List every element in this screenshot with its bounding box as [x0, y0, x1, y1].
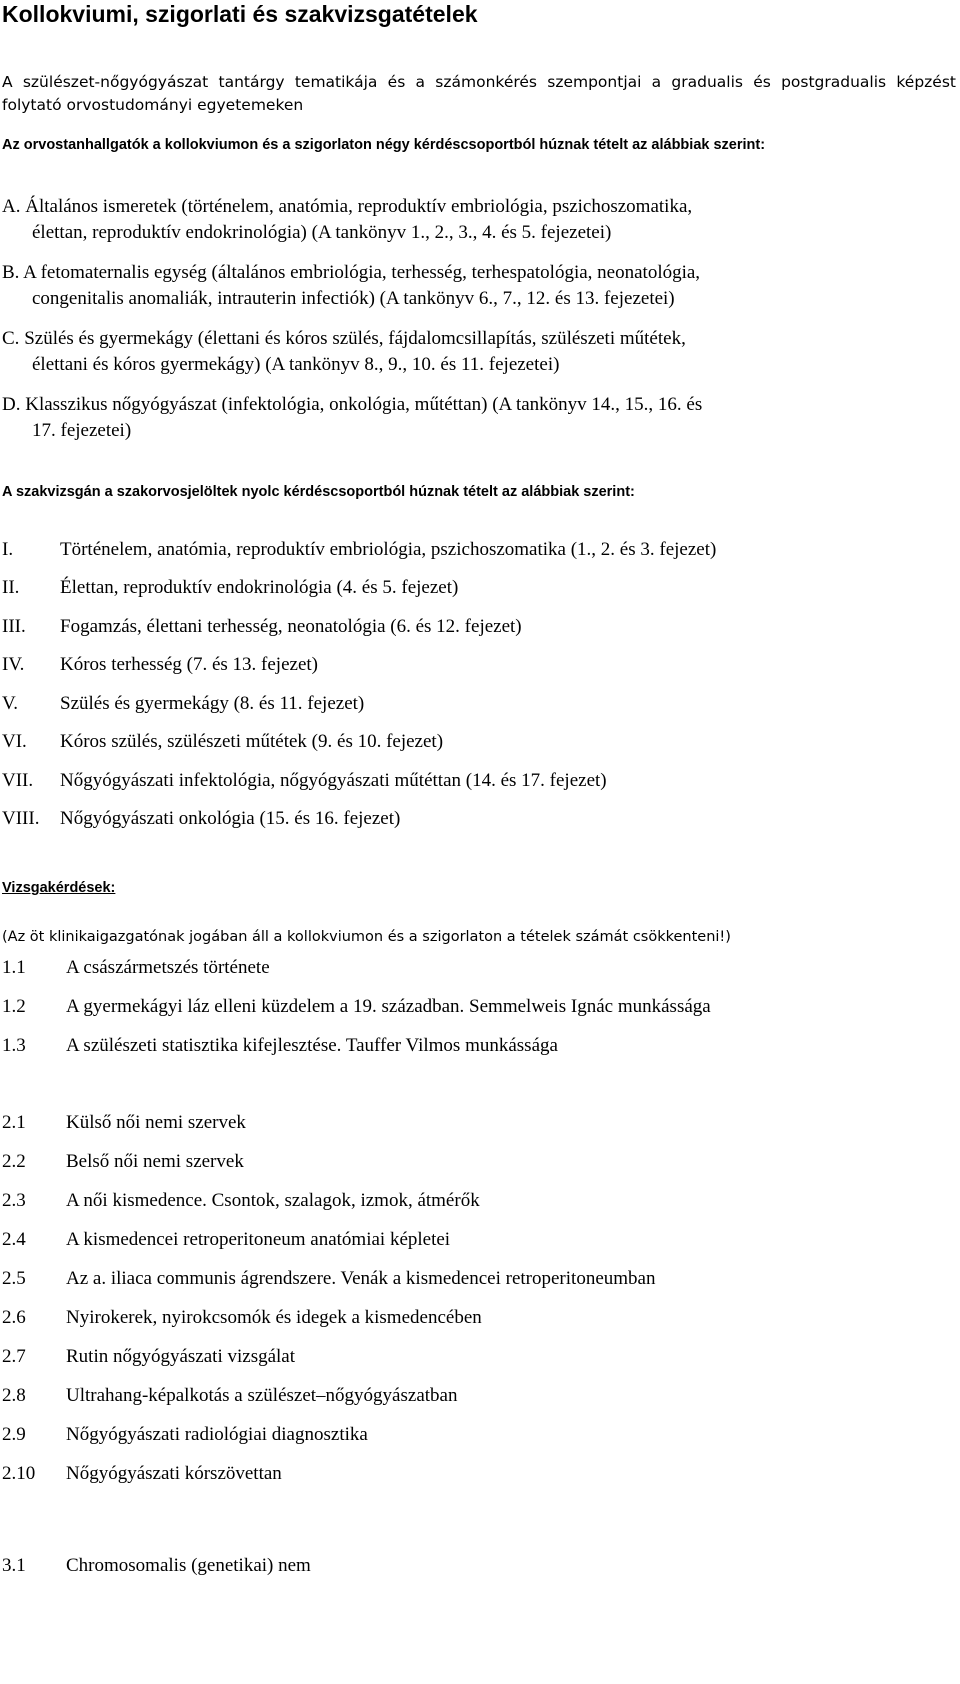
question-text: A női kismedence. Csontok, szalagok, izmok, átmérők [66, 1190, 480, 1211]
group-a [2, 194, 956, 246]
question-row [2, 1553, 311, 1579]
szakvizsga-heading: A szakvizsgán a szakorvosjelöltek nyolc kérdéscsoportból húznak tételt az alábbiak szerint: [2, 484, 635, 500]
list-item [2, 806, 400, 832]
question-number: 2.10 [2, 1463, 36, 1484]
question-row [2, 1422, 368, 1448]
item-text: Kóros szülés, szülészeti műtétek (9. és 10. fejezet) [60, 731, 444, 752]
group-c [2, 326, 956, 378]
item-text: Nőgyógyászati infektológia, nőgyógyászati műtéttan (14. és 17. fejezet) [60, 770, 607, 791]
item-number: IV. [2, 654, 25, 675]
question-row [2, 1227, 450, 1253]
question-text: A császármetszés története [66, 957, 270, 978]
question-text: Nőgyógyászati kórszövettan [66, 1463, 282, 1484]
item-text: Kóros terhesség (7. és 13. fejezet) [60, 654, 318, 675]
group-letter: C. [2, 328, 20, 349]
group-letter: A. [2, 196, 21, 217]
question-row [2, 1461, 282, 1487]
question-text: Rutin nőgyógyászati vizsgálat [66, 1346, 296, 1367]
group-text-line2: congenitalis anomaliák, intrauterin infectiók) (A tankönyv 6., 7., 12. és 13. fejezetei) [32, 288, 675, 309]
question-number: 2.4 [2, 1229, 26, 1250]
question-row [2, 1033, 558, 1059]
group-text-line2: 17. fejezetei) [32, 420, 132, 441]
question-text: Ultrahang-képalkotás a szülészet–nőgyógyászatban [66, 1385, 458, 1406]
item-number: I. [2, 539, 14, 560]
question-row [2, 1305, 482, 1331]
question-number: 3.1 [2, 1555, 26, 1576]
question-number: 2.7 [2, 1346, 26, 1367]
question-text: Nyirokerek, nyirokcsomók és idegek a kismedencében [66, 1307, 482, 1328]
list-item [2, 575, 458, 601]
item-number: VI. [2, 731, 27, 752]
question-number: 2.6 [2, 1307, 26, 1328]
question-row [2, 1383, 457, 1409]
question-number: 2.3 [2, 1190, 26, 1211]
group-text-line1: Általános ismeretek (történelem, anatómia, reproduktív embriológia, pszichoszomatika, [25, 196, 693, 217]
question-row [2, 1110, 246, 1136]
question-text: Külső női nemi szervek [66, 1112, 246, 1133]
item-text: Történelem, anatómia, reproduktív embriológia, pszichoszomatika (1., 2. és 3. fejezet) [60, 539, 717, 560]
item-number: V. [2, 693, 19, 714]
note-text: (Az öt klinikaigazgatónak jogában áll a kollokviumon és a szigorlaton a tételek számát csökkenteni!) [2, 929, 731, 945]
item-number: III. [2, 616, 26, 637]
question-number: 2.2 [2, 1151, 26, 1172]
question-row [2, 994, 711, 1020]
question-text: A kismedencei retroperitoneum anatómiai képletei [66, 1229, 451, 1250]
question-text: Belső női nemi szervek [66, 1151, 244, 1172]
item-text: Szülés és gyermekágy (8. és 11. fejezet) [60, 693, 365, 714]
intro-paragraph: A szülészet-nőgyógyászat tantárgy tematikája és a számonkérés szempontjai a gradualis és postgradualis képzést folytató orvostudományi egyetemeken [2, 73, 956, 114]
group-text-line1: A fetomaternalis egység (általános embriológia, terhesség, terhespatológia, neonatológia, [23, 262, 701, 283]
page-title: Kollokviumi, szigorlati és szakvizsgatételek [2, 1, 478, 27]
question-number: 2.5 [2, 1268, 26, 1289]
question-row [2, 1149, 244, 1175]
question-text: Nőgyógyászati radiológiai diagnosztika [66, 1424, 368, 1445]
question-text: Az a. iliaca communis ágrendszere. Venák a kismedencei retroperitoneumban [66, 1268, 656, 1289]
item-number: VIII. [2, 808, 40, 829]
group-text-line1: Klasszikus nőgyógyászat (infektológia, onkológia, műtéttan) (A tankönyv 14., 15., 16. és [25, 394, 703, 415]
item-text: Élettan, reproduktív endokrinológia (4. és 5. fejezet) [60, 577, 459, 598]
question-number: 1.1 [2, 957, 26, 978]
question-number: 1.3 [2, 1035, 26, 1056]
group-letter: B. [2, 262, 20, 283]
group-text-line1: Szülés és gyermekágy (élettani és kóros szülés, fájdalomcsillapítás, szülészeti műtétek, [24, 328, 686, 349]
vizsgakerdesek-heading: Vizsgakérdések: [2, 880, 116, 896]
question-row [2, 1344, 295, 1370]
question-number: 2.9 [2, 1424, 26, 1445]
question-row [2, 955, 270, 981]
question-text: A gyermekágyi láz elleni küzdelem a 19. században. Semmelweis Ignác munkássága [66, 996, 711, 1017]
question-number: 2.8 [2, 1385, 26, 1406]
list-item [2, 729, 443, 755]
question-number: 2.1 [2, 1112, 26, 1133]
group-text-line2: élettan, reproduktív endokrinológia) (A tankönyv 1., 2., 3., 4. és 5. fejezetei) [32, 222, 612, 243]
kollokvium-heading: Az orvostanhallgatók a kollokviumon és a szigorlaton négy kérdéscsoportból húznak tételt az alábbiak szerint: [2, 137, 766, 153]
question-text: Chromosomalis (genetikai) nem [66, 1555, 311, 1576]
list-item [2, 537, 716, 563]
question-row [2, 1266, 655, 1292]
list-item [2, 768, 607, 794]
group-d [2, 392, 956, 444]
item-text: Fogamzás, élettani terhesség, neonatológia (6. és 12. fejezet) [60, 616, 522, 637]
group-text-line2: élettani és kóros gyermekágy) (A tankönyv 8., 9., 10. és 11. fejezetei) [32, 354, 560, 375]
item-number: VII. [2, 770, 34, 791]
question-row [2, 1188, 480, 1214]
group-b [2, 260, 956, 312]
list-item [2, 652, 318, 678]
question-number: 1.2 [2, 996, 26, 1017]
item-number: II. [2, 577, 20, 598]
question-text: A szülészeti statisztika kifejlesztése. Tauffer Vilmos munkássága [66, 1035, 558, 1056]
list-item [2, 691, 364, 717]
group-letter: D. [2, 394, 21, 415]
list-item [2, 614, 522, 640]
item-text: Nőgyógyászati onkológia (15. és 16. fejezet) [60, 808, 401, 829]
